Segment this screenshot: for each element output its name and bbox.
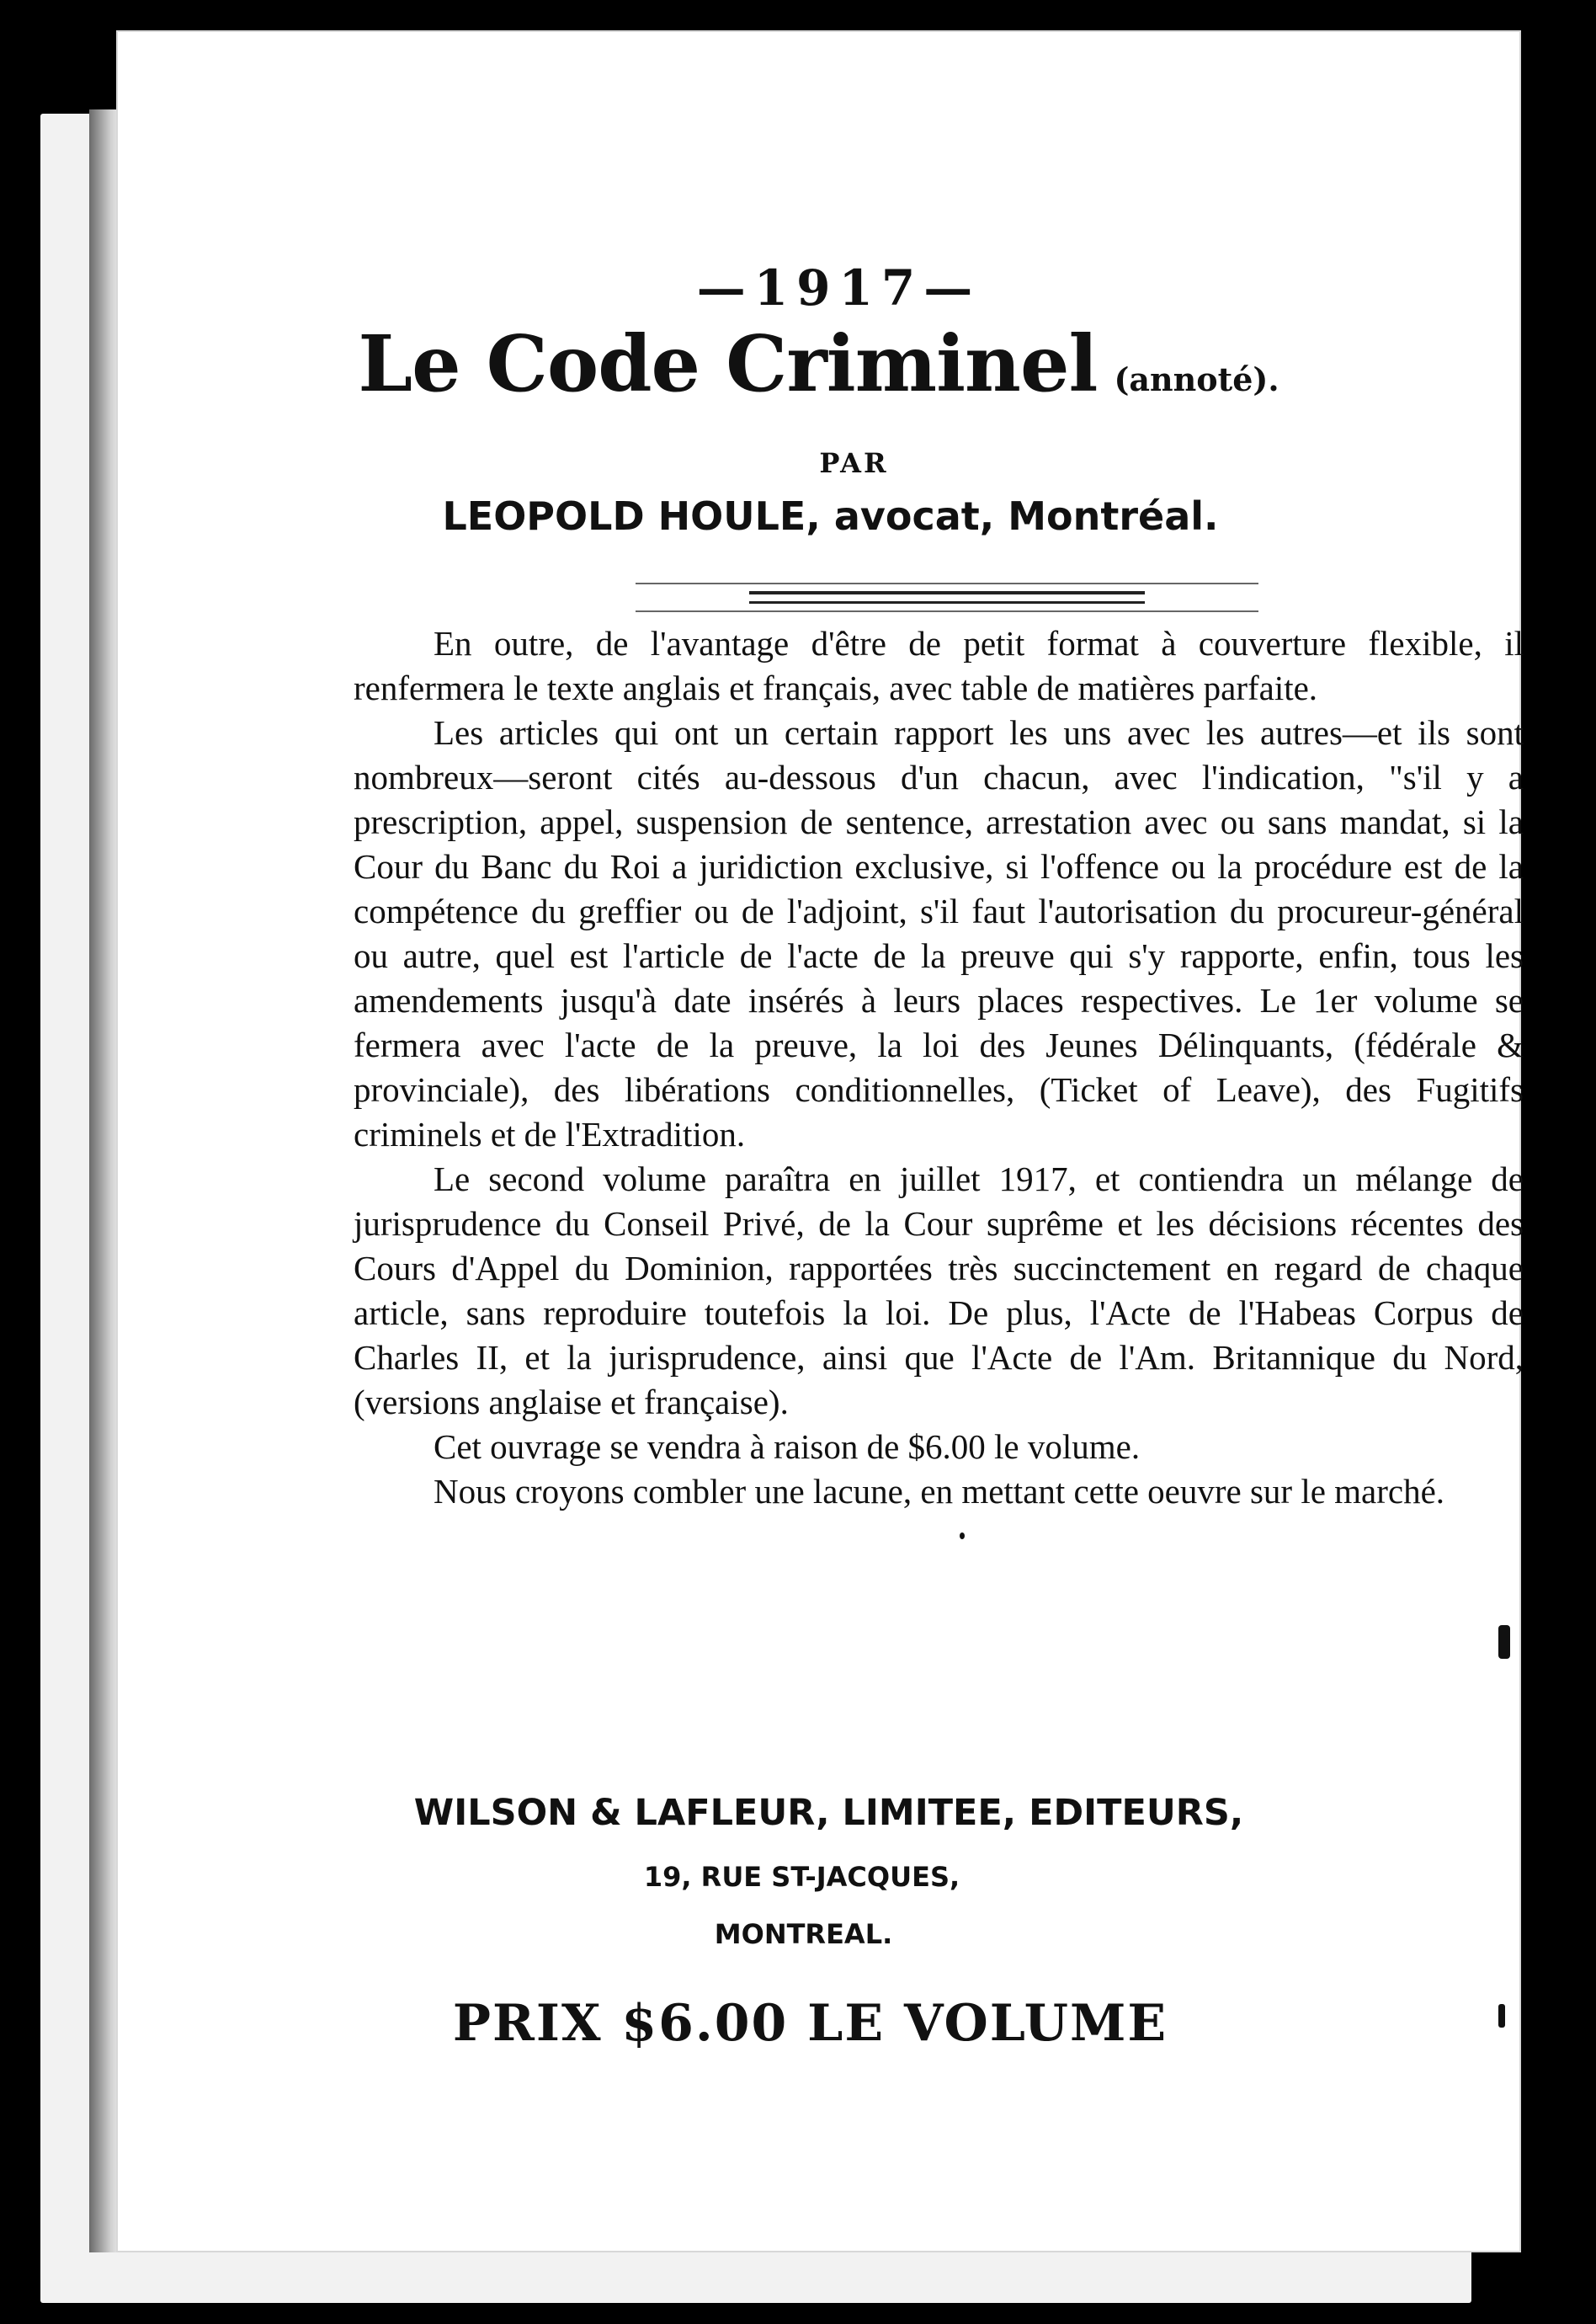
book-title: Le Code Criminel xyxy=(358,318,1098,409)
printed-page xyxy=(118,32,1524,2251)
scan-speck xyxy=(1498,2004,1505,2028)
ornamental-rule xyxy=(636,610,1258,612)
year-heading: —1917— xyxy=(696,259,982,317)
paragraph: Nous croyons combler une lacune, en mettant cette oeuvre sur le marché. xyxy=(434,1472,1445,1511)
title-line xyxy=(118,318,1519,409)
publisher-city: MONTREAL. xyxy=(714,1918,893,1950)
description-text xyxy=(354,621,1524,1514)
paragraph: Le second volume paraîtra en juillet 1917, et contiendra un mélange de jurisprudence du Conseil Privé, de la Cour suprême et les décisions récentes des Cours d'Appel du Dominion, rapportées très succinctement en regard de chaque article, sans reproduire toutefois la loi. De plus, l'Acte de l'Habeas Corpus de Charles II, et la jurisprudence, ainsi que l'Acte de l'Am. Britannique du Nord, (versions anglaise et française). xyxy=(354,1159,1524,1421)
ornamental-rule xyxy=(749,591,1145,594)
paragraph: Cet ouvrage se vendra à raison de $6.00 le volume. xyxy=(434,1427,1141,1466)
paragraph: Les articles qui ont un certain rapport les uns avec les autres—et ils sont nombreux—seront cités au-dessous d'un chacun, avec l'indication, "s'il y a prescription, appel, suspension de sentence, arrestation avec ou sans mandat, si la Cour du Banc du Roi a juridiction exclusive, si l'offence ou la procédure est de la compétence du greffier ou de l'adjoint, s'il faut l'autorisation du procureur-général ou autre, quel est l'article de l'acte de la preuve qui s'y rapporte, enfin, tous les amendements jusqu'à date insérés à leurs places respectives. Le 1er volume se fermera avec l'acte de la preuve, la loi des Jeunes Délinquants, (fédérale & provinciale), des libérations conditionnelles, (Ticket of Leave), des Fugitifs criminels et de l'Extradition. xyxy=(354,713,1524,1154)
ornamental-rule xyxy=(749,601,1145,604)
price-line: PRIX $6.00 LE VOLUME xyxy=(452,1994,1168,2053)
scan-speck xyxy=(1498,1625,1510,1659)
paragraph: En outre, de l'avantage d'être de petit format à couverture flexible, il renfermera le texte anglais et français, avec table de matières parfaite. xyxy=(354,624,1524,707)
title-note: (annoté). xyxy=(1114,360,1279,398)
ornamental-rule xyxy=(636,583,1258,584)
by-line: PAR xyxy=(819,447,889,479)
publisher-name: WILSON & LAFLEUR, LIMITEE, EDITEURS, xyxy=(413,1792,1244,1834)
scan-speck xyxy=(960,1532,965,1539)
author-line: LEOPOLD HOULE, avocat, Montréal. xyxy=(442,493,1219,539)
publisher-address: 19, RUE ST-JACQUES, xyxy=(643,1861,960,1893)
